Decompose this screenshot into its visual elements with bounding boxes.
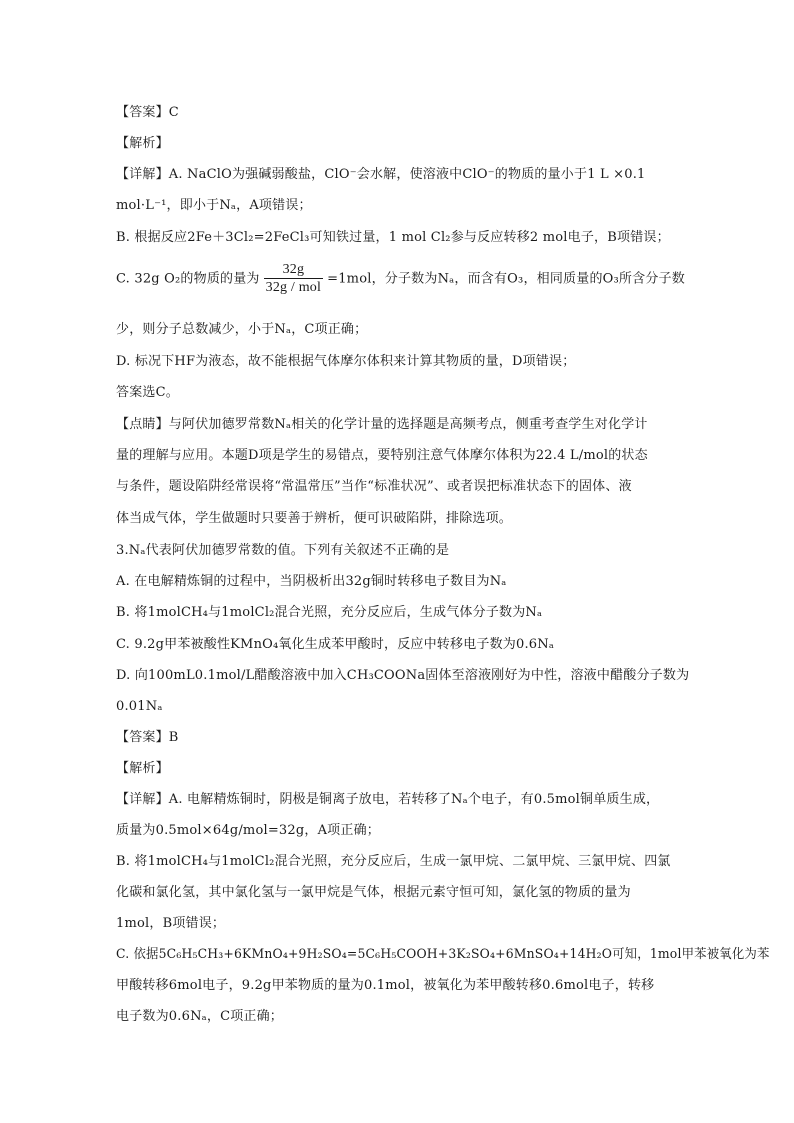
- detail-a-line-1: 【详解】A. NaClO为强碱弱酸盐，ClO⁻会水解，使溶液中ClO⁻的物质的量小于1 L ×0.1: [116, 167, 646, 182]
- detail2-c-line-2: 甲酸转移6mol电子，9.2g甲苯物质的量为0.1mol，被氧化为苯甲酸转移0.6mol电子，转移: [116, 978, 655, 993]
- detail-c-line-2: 少，则分子总数减少，小于Nₐ，C项正确；: [116, 322, 368, 337]
- detail2-b-line-2: 化碳和氯化氢，其中氯化氢与一氯甲烷是气体，根据元素守恒可知，氯化氢的物质的量为: [116, 885, 631, 900]
- question-3-option-b: B. 将1molCH₄与1molCl₂混合光照，充分反应后，生成气体分子数为Nₐ: [116, 605, 543, 620]
- question-3-option-a: A. 在电解精炼铜的过程中，当阴极析出32g铜时转移电子数目为Nₐ: [116, 574, 507, 589]
- question-3-option-c: C. 9.2g甲苯被酸性KMnO₄氧化生成苯甲酸时，反应中转移电子数为0.6Nₐ: [116, 637, 555, 652]
- analysis-label-2: 【解析】: [116, 761, 169, 776]
- fraction-numerator: 32g: [282, 262, 305, 277]
- answer-choice-line: 答案选C。: [116, 385, 179, 400]
- detail-c-line-1: [116, 262, 685, 296]
- tip-line-3: 与条件，题设陷阱经常误将“常温常压”当作“标准状况”、或者误把标准状态下的固体、液: [116, 479, 632, 494]
- fraction-denominator: 32g / mol: [265, 280, 322, 295]
- question-3-option-d-line-1: D. 向100mL0.1mol/L醋酸溶液中加入CH₃COONa固体至溶液刚好为中性，溶液中醋酸分子数为: [116, 668, 690, 683]
- answer-label-2: 【答案】B: [116, 730, 179, 745]
- detail-c-text-end: =1mol，分子数为Nₐ，而含有O₃，相同质量的O₃所含分子数: [327, 271, 685, 287]
- detail-b-line: B. 根据反应2Fe＋3Cl₂=2FeCl₃可知铁过量，1 mol Cl₂参与反应转移2 mol电子，B项错误；: [116, 230, 670, 245]
- detail-a-line-2: mol·L⁻¹，即小于Nₐ，A项错误；: [116, 198, 312, 213]
- analysis-label-1: 【解析】: [116, 136, 169, 151]
- detail2-b-line-3: 1mol，B项错误；: [116, 916, 226, 931]
- tip-line-1: 【点睛】与阿伏加德罗常数Nₐ相关的化学计量的选择题是高频考点，侧重考查学生对化学计: [116, 417, 648, 432]
- detail2-a-line-2: 质量为0.5mol×64g/mol=32g，A项正确；: [116, 823, 380, 838]
- detail2-a-line-1: 【详解】A. 电解精炼铜时，阴极是铜离子放电，若转移了Nₐ个电子，有0.5mol铜单质生成，: [116, 792, 660, 807]
- fraction: [264, 262, 323, 296]
- detail2-c-line-3: 电子数为0.6Nₐ，C项正确；: [116, 1009, 284, 1024]
- detail2-b-line-1: B. 将1molCH₄与1molCl₂混合光照，充分反应后，生成一氯甲烷、二氯甲烷、三氯甲烷、四氯: [116, 854, 671, 869]
- question-3-option-d-line-2: 0.01Nₐ: [116, 699, 163, 714]
- detail-c-text-start: C. 32g O₂的物质的量为: [116, 271, 260, 287]
- answer-label-1: 【答案】C: [116, 105, 179, 120]
- detail2-c-line-1: C. 依据5C₆H₅CH₃+6KMnO₄+9H₂SO₄=5C₆H₅COOH+3K₂SO₄+6MnSO₄+14H₂O可知，1mol甲苯被氧化为苯: [116, 947, 770, 962]
- detail-d-line: D. 标况下HF为液态，故不能根据气体摩尔体积来计算其物质的量，D项错误；: [116, 354, 576, 369]
- tip-line-2: 量的理解与应用。本题D项是学生的易错点，要特别注意气体摩尔体积为22.4 L/mol的状态: [116, 448, 648, 463]
- tip-line-4: 体当成气体，学生做题时只要善于辨析，便可识破陷阱，排除选项。: [116, 511, 513, 526]
- question-3-stem: 3.Nₐ代表阿伏加德罗常数的值。下列有关叙述不正确的是: [116, 543, 450, 558]
